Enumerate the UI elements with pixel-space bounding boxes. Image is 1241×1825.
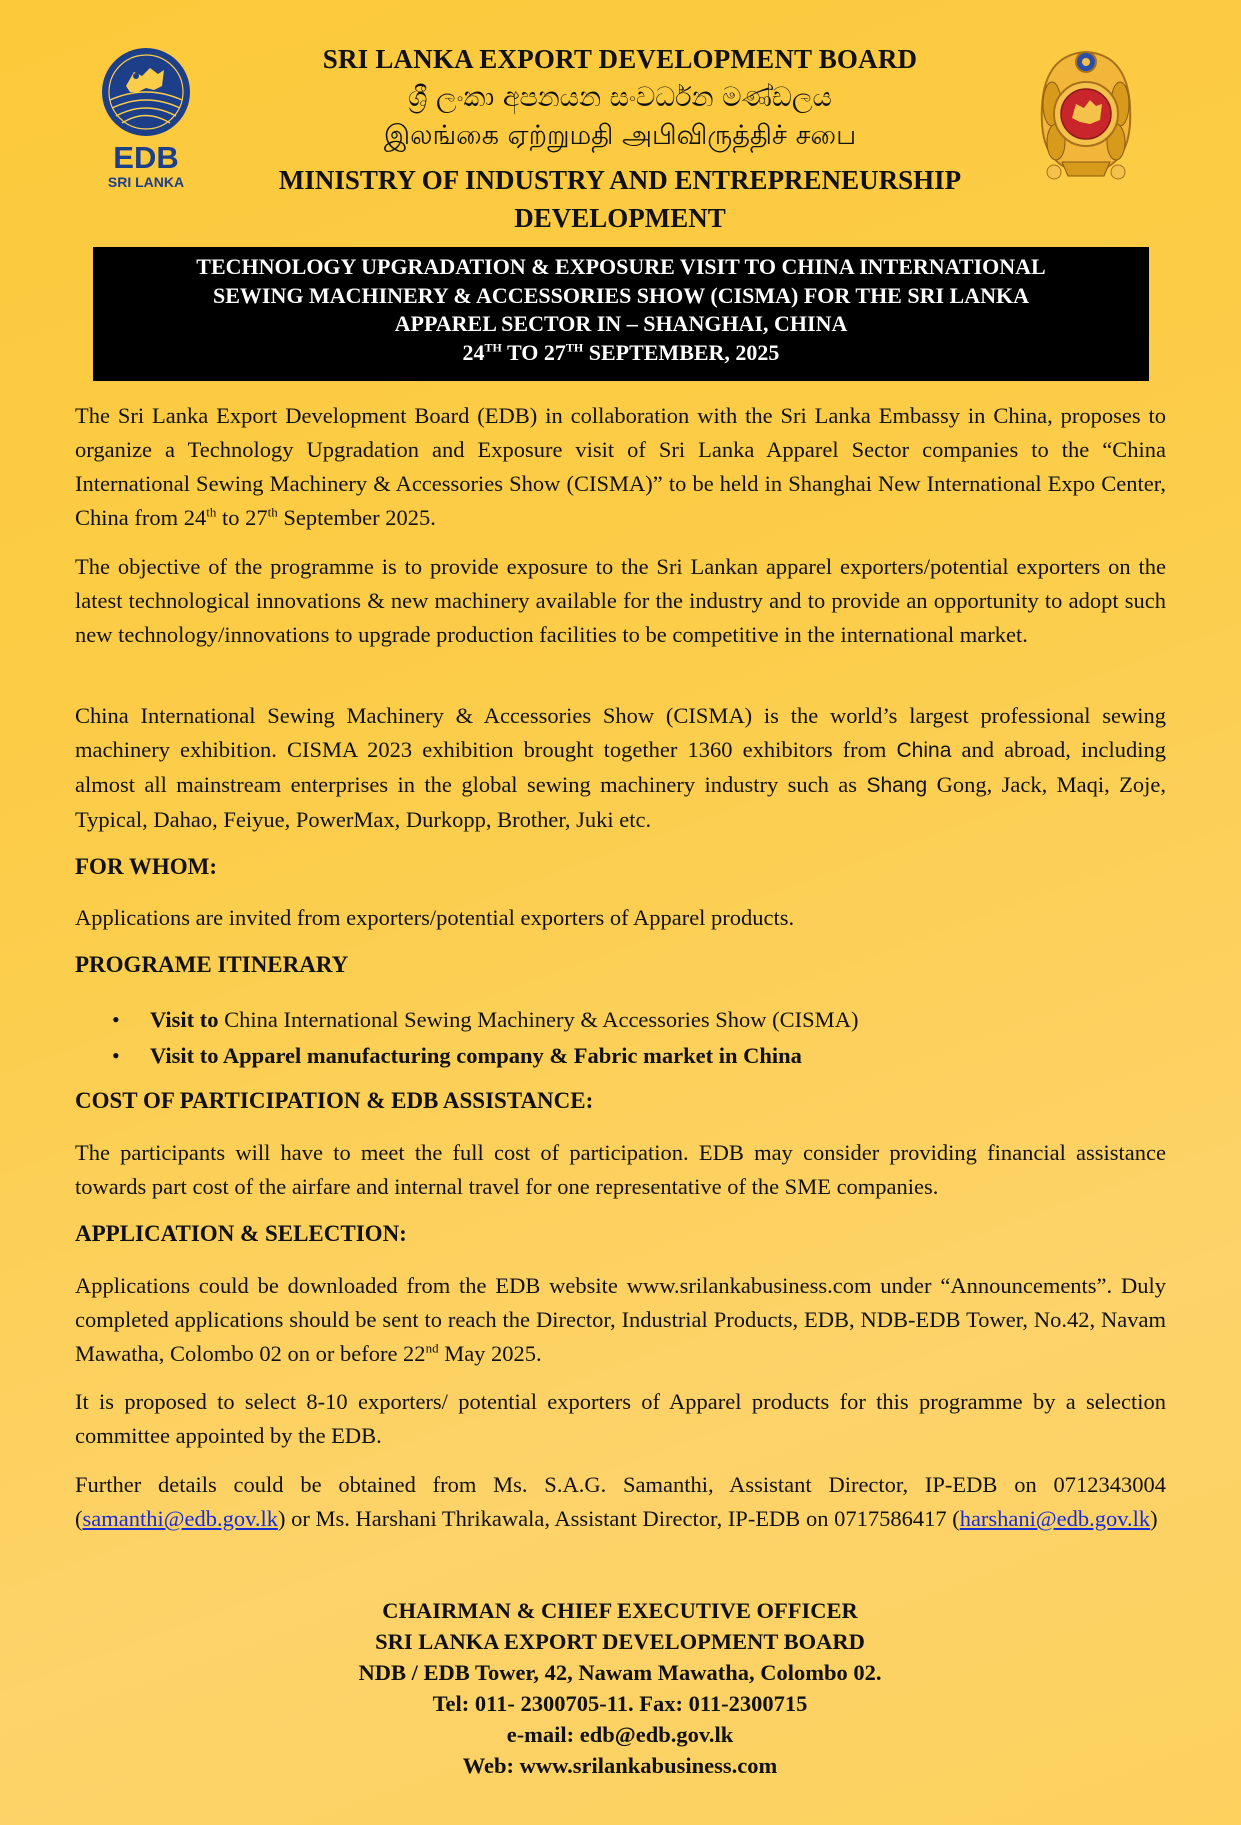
ministry-line-2: DEVELOPMENT (514, 203, 726, 233)
programme-title-line-1: TECHNOLOGY UPGRADATION & EXPOSURE VISIT TO CHINA INTERNATIONAL (196, 254, 1046, 279)
application-heading: APPLICATION & SELECTION: (75, 1221, 407, 1246)
footer-line-2: SRI LANKA EXPORT DEVELOPMENT BOARD (375, 1629, 865, 1654)
board-title-english: SRI LANKA EXPORT DEVELOPMENT BOARD (322, 44, 918, 74)
itinerary-heading: PROGRAME ITINERARY (75, 952, 349, 977)
itinerary-item: • Visit to Apparel manufacturing company & Fabric market in China (100, 1038, 858, 1074)
email-link-samanthi[interactable]: samanthi@edb.gov.lk (82, 1506, 278, 1531)
footer-line-3: NDB / EDB Tower, 42, Nawam Mawatha, Colombo 02. (358, 1660, 882, 1685)
cost-heading: COST OF PARTICIPATION & EDB ASSISTANCE: (75, 1088, 594, 1113)
for-whom-heading: FOR WHOM: (75, 854, 218, 879)
board-title-tamil: இலங்கை ஏற்றுமதி அபிவிருத்திச் சபை (383, 120, 857, 151)
board-title-sinhala: ශ්‍රී ලංකා අපනයන සංවර්ධන මණ්ඩලය (408, 82, 832, 113)
programme-date: 24TH TO 27TH SEPTEMBER, 2025 (462, 339, 780, 365)
itinerary-item: • Visit to China International Sewing Machinery & Accessories Show (CISMA) (100, 1002, 858, 1038)
application-paragraph: Applications could be downloaded from the EDB website www.srilankabusiness.com under “Announcements”. Duly completed applications should be sent to reach the Director, Industrial Products, EDB, NDB-EDB Tower, No.42, Navam Mawatha, Colombo 02 on or before 22nd May 2025. (75, 1273, 1166, 1366)
signature-block (200, 1595, 1040, 1781)
ministry-line-1: MINISTRY OF INDUSTRY AND ENTREPRENEURSHIP (278, 165, 962, 195)
objective-paragraph: The objective of the programme is to provide exposure to the Sri Lankan apparel exporters/potential exporters on the latest technological innovations & new machinery available for the industry and to provide an opportunity to adopt such new technology/innovations to upgrade production facilities to be competitive in the international market. (75, 554, 1166, 647)
intro-paragraph: The Sri Lanka Export Development Board (EDB) in collaboration with the Sri Lanka Embassy in China, proposes to organize a Technology Upgradation and Exposure visit of Sri Lanka Apparel Sector companies to the “China International Sewing Machinery & Accessories Show (CISMA)” to be held in Shanghai New International Expo Center, China from 24th to 27th September 2025. (75, 403, 1166, 530)
svg-text:EDB: EDB (113, 140, 179, 175)
programme-title-line-2: SEWING MACHINERY & ACCESSORIES SHOW (CISMA) FOR THE SRI LANKA (212, 282, 1029, 308)
programme-title-line-3: APPAREL SECTOR IN – SHANGHAI, CHINA (394, 311, 848, 336)
footer-line-1: CHAIRMAN & CHIEF EXECUTIVE OFFICER (382, 1598, 858, 1623)
for-whom-text: Applications are invited from exporters/potential exporters of Apparel products. (75, 905, 795, 930)
programme-title-box (93, 247, 1149, 381)
cisma-paragraph: China International Sewing Machinery & Accessories Show (CISMA) is the world’s largest professional sewing machinery exhibition. CISMA 2023 exhibition brought together 1360 exhibitors from China and abroad, including almost all mainstream enterprises in the global sewing machinery industry such as Shang Gong, Jack, Maqi, Zoje, Typical, Dahao, Feiyue, PowerMax, Durkopp, Brother, Juki etc. (75, 703, 1167, 832)
email-link-harshani[interactable]: harshani@edb.gov.lk (959, 1506, 1151, 1531)
itinerary-list (100, 1002, 858, 1074)
cost-paragraph: The participants will have to meet the full cost of participation. EDB may consider providing financial assistance towards part cost of the airfare and internal travel for one representative of the SME companies. (75, 1140, 1166, 1199)
contact-paragraph: Further details could be obtained from Ms. S.A.G. Samanthi, Assistant Director, IP-EDB on 0712343004 (samanthi@edb.gov.lk) or Ms. Harshani Thrikawala, Assistant Director, IP-EDB on 0717586417 (harshani@edb.gov.lk) (75, 1472, 1166, 1531)
footer-line-6: Web: www.srilankabusiness.com (462, 1753, 778, 1778)
svg-text:SRI LANKA: SRI LANKA (107, 174, 185, 190)
footer-line-4: Tel: 011- 2300705-11. Fax: 011-2300715 (432, 1691, 808, 1716)
footer-line-5: e-mail: edb@edb.gov.lk (506, 1722, 734, 1747)
selection-paragraph: It is proposed to select 8-10 exporters/ potential exporters of Apparel products for this programme by a selection committee appointed by the EDB. (75, 1389, 1166, 1448)
